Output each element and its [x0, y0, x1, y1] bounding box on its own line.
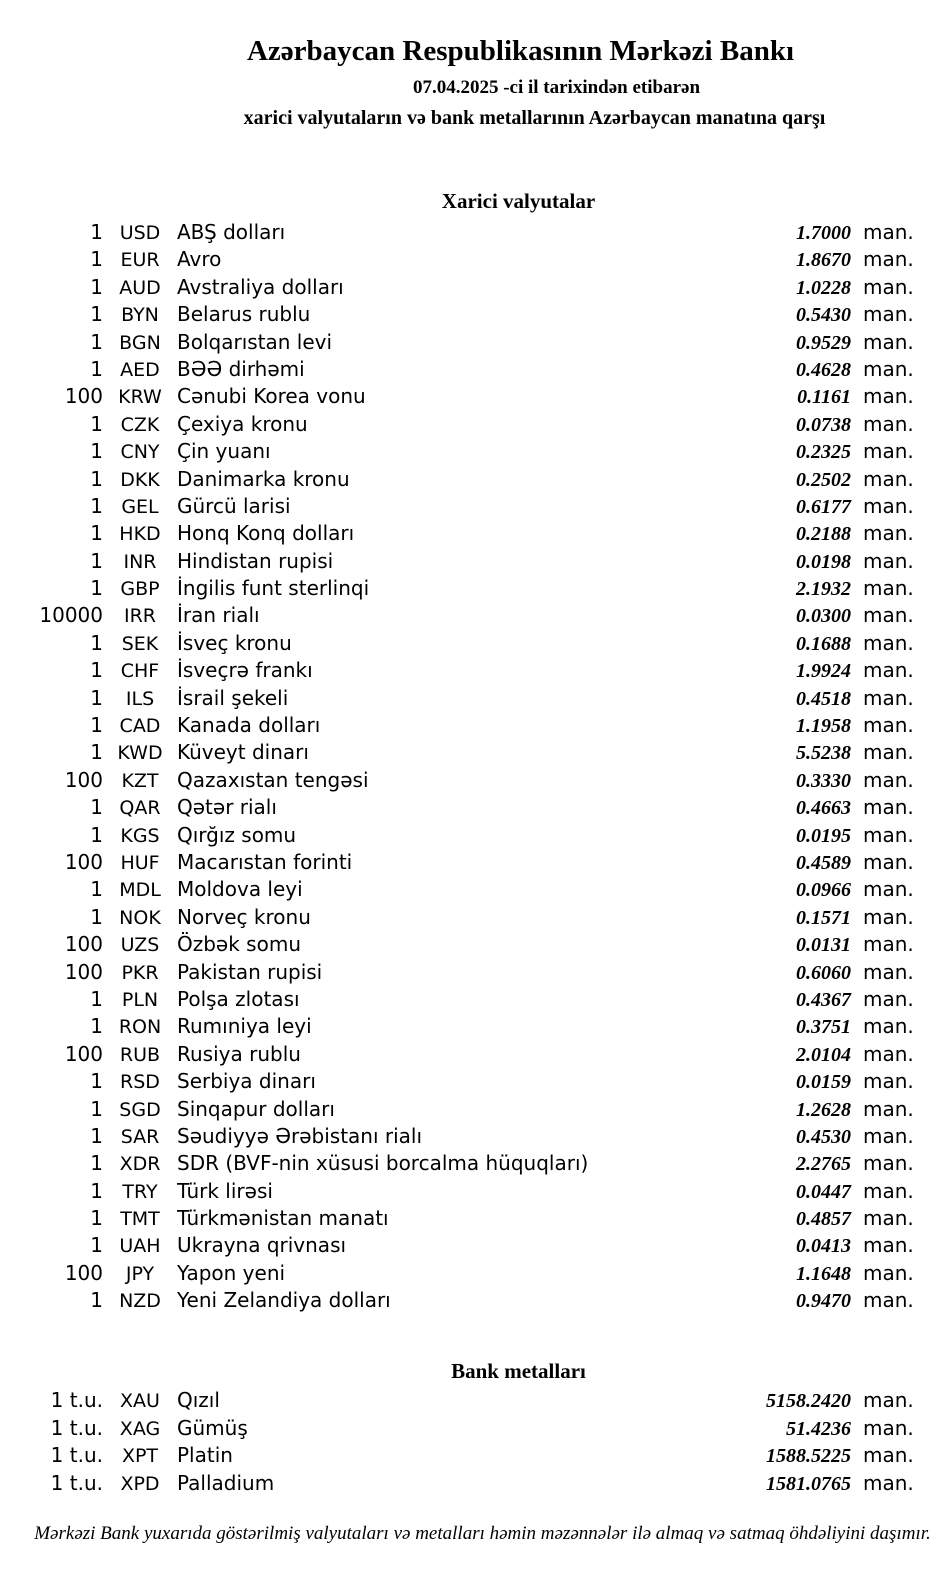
row-quantity: 1	[90, 1096, 103, 1121]
row-code: GEL	[121, 495, 159, 518]
row-rate: 1588.5225	[766, 1445, 851, 1467]
row-unit: man.	[863, 384, 914, 409]
row-quantity: 1	[90, 713, 103, 738]
row-name: Belarus rublu	[177, 302, 311, 327]
row-rate: 0.3751	[796, 1016, 851, 1039]
currency-rate-table	[0, 219, 945, 1315]
row-rate: 0.0198	[796, 550, 851, 573]
row-unit: man.	[863, 548, 914, 573]
row-rate: 0.4530	[796, 1125, 851, 1148]
row-quantity: 1	[90, 329, 103, 354]
disclaimer-note: Mərkəzi Bank yuxarıda göstərilmiş valyutaları və metalları həmin məzənnələr ilə almaq və satmaq öhdəliyini daşımır.	[34, 1523, 931, 1544]
table-row	[0, 466, 945, 493]
table-row	[0, 548, 945, 575]
row-name: Türkmənistan manatı	[177, 1206, 389, 1231]
row-unit: man.	[863, 302, 914, 327]
row-rate: 0.2502	[796, 468, 851, 491]
table-row	[0, 1178, 945, 1205]
row-unit: man.	[863, 1178, 914, 1203]
row-code: HKD	[119, 523, 161, 546]
row-code: NOK	[119, 906, 161, 929]
row-name: Səudiyyə Ərəbistanı rialı	[177, 1123, 423, 1148]
row-name: Gürcü larisi	[177, 493, 291, 518]
row-unit: man.	[863, 576, 914, 601]
row-code: XAU	[120, 1390, 160, 1412]
row-quantity: 1	[90, 274, 103, 299]
row-quantity: 100	[64, 1260, 103, 1285]
row-code: KGS	[120, 824, 160, 847]
row-name: Hindistan rupisi	[177, 548, 334, 573]
row-quantity: 1	[90, 302, 103, 327]
row-quantity: 1	[90, 1288, 103, 1313]
row-rate: 51.4236	[786, 1417, 851, 1440]
row-name: Moldova leyi	[177, 877, 303, 902]
row-name: Polşa zlotası	[177, 986, 300, 1011]
row-rate: 0.1688	[796, 632, 851, 655]
table-row	[0, 246, 945, 273]
row-code: SEK	[121, 632, 159, 655]
table-row	[0, 1415, 945, 1443]
metals-section-title: Bank metalları	[451, 1359, 586, 1383]
row-quantity: 1	[90, 466, 103, 491]
row-code: RSD	[120, 1071, 160, 1094]
row-code: MDL	[119, 879, 161, 902]
row-quantity: 1	[90, 1178, 103, 1203]
row-quantity: 1 t.u.	[50, 1443, 103, 1467]
row-name: Rusiya rublu	[177, 1041, 301, 1066]
row-code: HUF	[120, 851, 160, 874]
row-unit: man.	[863, 685, 914, 710]
row-code: XPT	[121, 1445, 159, 1467]
row-code: QAR	[119, 797, 161, 820]
row-rate: 0.4367	[796, 988, 851, 1011]
row-unit: man.	[863, 959, 914, 984]
row-name: Avstraliya dolları	[177, 274, 344, 299]
table-row	[0, 1205, 945, 1232]
row-unit: man.	[863, 1388, 914, 1412]
row-rate: 0.0447	[796, 1180, 851, 1203]
row-rate: 0.9529	[796, 331, 851, 354]
row-code: USD	[119, 222, 161, 244]
table-row	[0, 630, 945, 657]
row-name: Palladium	[177, 1470, 275, 1495]
row-quantity: 1	[90, 1151, 103, 1176]
row-unit: man.	[863, 247, 914, 272]
row-unit: man.	[863, 1096, 914, 1121]
row-unit: man.	[863, 1233, 914, 1258]
row-name: Yeni Zelandiya dolları	[177, 1288, 391, 1313]
row-name: Özbək somu	[177, 932, 301, 957]
row-rate: 1.7000	[796, 222, 851, 244]
row-rate: 0.1571	[796, 906, 851, 929]
row-code: KWD	[117, 742, 163, 765]
row-rate: 1.1958	[796, 715, 851, 738]
row-name: Bolqarıstan levi	[177, 329, 333, 354]
row-rate: 1.1648	[796, 1262, 851, 1285]
row-quantity: 1	[90, 904, 103, 929]
row-name: Norveç kronu	[177, 904, 311, 929]
row-code: CNY	[120, 441, 160, 464]
row-name: SDR (BVF-nin xüsusi borcalma hüquqları)	[177, 1151, 589, 1176]
row-rate: 0.5430	[796, 304, 851, 327]
row-code: JPY	[125, 1262, 155, 1285]
table-row	[0, 739, 945, 766]
row-name: Çin yuanı	[177, 439, 271, 464]
row-name: Qızıl	[177, 1388, 220, 1412]
table-row	[0, 1013, 945, 1040]
row-rate: 0.9470	[796, 1290, 851, 1313]
table-row	[0, 1068, 945, 1095]
row-code: AED	[120, 358, 160, 381]
row-rate: 0.0738	[796, 413, 851, 436]
row-unit: man.	[863, 1151, 914, 1176]
row-unit: man.	[863, 713, 914, 738]
table-row	[0, 383, 945, 410]
row-code: XDR	[119, 1153, 161, 1176]
row-quantity: 1	[90, 521, 103, 546]
row-quantity: 1	[90, 1233, 103, 1258]
row-quantity: 1	[90, 411, 103, 436]
row-unit: man.	[863, 904, 914, 929]
row-code: CHF	[120, 660, 160, 683]
row-unit: man.	[863, 521, 914, 546]
row-name: Sinqapur dolları	[177, 1096, 335, 1121]
table-row	[0, 1260, 945, 1287]
row-unit: man.	[863, 493, 914, 518]
table-row	[0, 1387, 945, 1415]
row-code: DKK	[120, 468, 160, 491]
row-name: İsveç kronu	[177, 630, 292, 655]
table-row	[0, 1123, 945, 1150]
row-quantity: 1	[90, 576, 103, 601]
row-code: RON	[118, 1016, 162, 1039]
row-rate: 1.9924	[796, 660, 851, 683]
row-quantity: 1	[90, 1069, 103, 1094]
row-unit: man.	[863, 466, 914, 491]
row-rate: 0.3330	[796, 769, 851, 792]
row-rate: 0.4857	[796, 1208, 851, 1231]
table-row	[0, 575, 945, 602]
row-name: İsveçrə frankı	[177, 658, 313, 683]
row-name: Türk lirəsi	[177, 1178, 273, 1203]
row-name: İngilis funt sterlinqi	[177, 576, 370, 601]
table-row	[0, 301, 945, 328]
row-rate: 0.4518	[796, 687, 851, 710]
row-unit: man.	[863, 822, 914, 847]
row-code: TRY	[122, 1180, 158, 1203]
table-row	[0, 1287, 945, 1314]
row-rate: 0.2188	[796, 523, 851, 546]
row-quantity: 100	[64, 384, 103, 409]
row-code: SAR	[120, 1125, 160, 1148]
row-unit: man.	[863, 411, 914, 436]
row-quantity: 1	[90, 439, 103, 464]
row-unit: man.	[863, 1470, 914, 1495]
page-title: Azərbaycan Respublikasının Mərkəzi Bankı	[246, 35, 795, 67]
row-quantity: 1 t.u.	[50, 1388, 103, 1412]
table-row	[0, 219, 945, 246]
metal-rate-table	[0, 1387, 945, 1497]
row-unit: man.	[863, 220, 914, 244]
row-name: BƏƏ dirhəmi	[177, 356, 305, 381]
table-row	[0, 356, 945, 383]
row-unit: man.	[863, 356, 914, 381]
row-unit: man.	[863, 1069, 914, 1094]
row-code: KRW	[118, 386, 162, 409]
table-row	[0, 1041, 945, 1068]
row-rate: 0.6060	[796, 961, 851, 984]
table-row	[0, 657, 945, 684]
row-code: GBP	[120, 578, 160, 601]
row-name: Danimarka kronu	[177, 466, 350, 491]
table-row	[0, 329, 945, 356]
table-row	[0, 794, 945, 821]
row-quantity: 1	[90, 220, 103, 244]
row-quantity: 1	[90, 1206, 103, 1231]
row-rate: 0.4589	[796, 851, 851, 874]
row-rate: 0.2325	[796, 441, 851, 464]
row-quantity: 1 t.u.	[50, 1415, 103, 1440]
row-unit: man.	[863, 630, 914, 655]
row-code: ILS	[125, 687, 155, 710]
table-row	[0, 520, 945, 547]
table-row	[0, 438, 945, 465]
table-row	[0, 986, 945, 1013]
row-rate: 1.8670	[796, 249, 851, 272]
row-name: Serbiya dinarı	[177, 1069, 316, 1094]
row-rate: 0.0300	[796, 605, 851, 628]
row-code: INR	[123, 550, 157, 573]
row-unit: man.	[863, 795, 914, 820]
row-quantity: 1	[90, 356, 103, 381]
row-rate: 0.0195	[796, 824, 851, 847]
row-quantity: 100	[64, 1041, 103, 1066]
row-name: Macarıstan forinti	[177, 849, 353, 874]
row-unit: man.	[863, 986, 914, 1011]
row-quantity: 100	[64, 849, 103, 874]
row-name: Platin	[177, 1443, 233, 1467]
row-unit: man.	[863, 1014, 914, 1039]
row-code: SGD	[119, 1098, 161, 1121]
row-code: UAH	[119, 1235, 161, 1258]
table-row	[0, 931, 945, 958]
row-rate: 0.6177	[796, 495, 851, 518]
row-name: Küveyt dinarı	[177, 740, 309, 765]
row-code: EUR	[120, 249, 160, 272]
row-quantity: 1 t.u.	[50, 1470, 103, 1495]
table-row	[0, 685, 945, 712]
row-rate: 1.0228	[796, 276, 851, 299]
row-rate: 2.2765	[796, 1153, 851, 1176]
row-unit: man.	[863, 767, 914, 792]
table-row	[0, 959, 945, 986]
table-row	[0, 1096, 945, 1123]
row-code: CAD	[119, 715, 161, 738]
row-code: RUB	[119, 1043, 161, 1066]
row-unit: man.	[863, 1206, 914, 1231]
row-quantity: 1	[90, 740, 103, 765]
row-name: ABŞ dolları	[177, 220, 286, 244]
row-name: Qırğız somu	[177, 822, 297, 847]
row-quantity: 1	[90, 1014, 103, 1039]
row-rate: 0.0413	[796, 1235, 851, 1258]
row-quantity: 1	[90, 630, 103, 655]
row-unit: man.	[863, 1260, 914, 1285]
row-name: Ukrayna qrivnası	[177, 1233, 347, 1258]
row-unit: man.	[863, 1443, 914, 1467]
row-rate: 5158.2420	[766, 1390, 851, 1412]
row-quantity: 100	[64, 767, 103, 792]
row-rate: 1581.0765	[766, 1472, 851, 1495]
row-unit: man.	[863, 1123, 914, 1148]
table-row	[0, 712, 945, 739]
table-row	[0, 876, 945, 903]
row-unit: man.	[863, 274, 914, 299]
row-rate: 0.0159	[796, 1071, 851, 1094]
row-rate: 0.4628	[796, 358, 851, 381]
row-name: Qazaxıstan tengəsi	[177, 767, 369, 792]
row-unit: man.	[863, 1041, 914, 1066]
row-unit: man.	[863, 877, 914, 902]
row-quantity: 1	[90, 986, 103, 1011]
currencies-section-title: Xarici valyutalar	[441, 189, 596, 213]
row-rate: 0.0131	[796, 934, 851, 957]
row-quantity: 1	[90, 1123, 103, 1148]
row-unit: man.	[863, 1415, 914, 1440]
table-row	[0, 904, 945, 931]
table-row	[0, 767, 945, 794]
row-unit: man.	[863, 849, 914, 874]
row-name: Gümüş	[177, 1415, 248, 1440]
row-code: XPD	[120, 1472, 160, 1495]
description-line: xarici valyutaların və bank metallarının Azərbaycan manatına qarşı	[243, 107, 826, 129]
row-code: PLN	[121, 988, 159, 1011]
table-row	[0, 274, 945, 301]
row-name: Qətər rialı	[177, 795, 277, 820]
table-row	[0, 849, 945, 876]
row-quantity: 10000	[39, 603, 103, 628]
row-quantity: 1	[90, 877, 103, 902]
row-unit: man.	[863, 439, 914, 464]
row-quantity: 1	[90, 548, 103, 573]
row-name: Honq Konq dolları	[177, 521, 355, 546]
row-quantity: 100	[64, 932, 103, 957]
row-code: NZD	[119, 1290, 161, 1313]
row-code: KZT	[121, 769, 159, 792]
row-code: PKR	[121, 961, 159, 984]
row-code: CZK	[120, 413, 160, 436]
table-row	[0, 1150, 945, 1177]
row-name: Rumıniya leyi	[177, 1014, 312, 1039]
row-quantity: 1	[90, 658, 103, 683]
effective-date-line: 07.04.2025 -ci il tarixindən etibarən	[412, 77, 701, 98]
table-row	[0, 822, 945, 849]
table-row	[0, 493, 945, 520]
row-code: BYN	[121, 304, 159, 327]
row-quantity: 1	[90, 822, 103, 847]
row-unit: man.	[863, 658, 914, 683]
row-quantity: 1	[90, 493, 103, 518]
row-code: IRR	[123, 605, 156, 628]
row-name: Avro	[177, 247, 222, 272]
row-quantity: 100	[64, 959, 103, 984]
row-rate: 5.5238	[796, 742, 851, 765]
row-unit: man.	[863, 740, 914, 765]
row-rate: 0.0966	[796, 879, 851, 902]
row-quantity: 1	[90, 795, 103, 820]
row-unit: man.	[863, 1288, 914, 1313]
row-unit: man.	[863, 329, 914, 354]
row-code: BGN	[119, 331, 161, 354]
row-name: Çexiya kronu	[177, 411, 308, 436]
row-unit: man.	[863, 932, 914, 957]
row-unit: man.	[863, 603, 914, 628]
row-quantity: 1	[90, 247, 103, 272]
row-name: Pakistan rupisi	[177, 959, 323, 984]
row-code: UZS	[120, 934, 160, 957]
row-rate: 2.0104	[796, 1043, 851, 1066]
table-row	[0, 1442, 945, 1470]
table-row	[0, 602, 945, 629]
table-row	[0, 411, 945, 438]
row-rate: 1.2628	[796, 1098, 851, 1121]
row-name: Yapon yeni	[177, 1260, 286, 1285]
row-name: Kanada dolları	[177, 713, 321, 738]
table-row	[0, 1232, 945, 1259]
row-code: XAG	[119, 1417, 161, 1440]
row-name: İsrail şekeli	[177, 685, 289, 710]
row-code: TMT	[120, 1208, 160, 1231]
table-row	[0, 1470, 945, 1498]
row-rate: 0.1161	[797, 386, 851, 409]
row-code: AUD	[119, 276, 161, 299]
row-rate: 2.1932	[796, 578, 851, 601]
row-name: Cənubi Korea vonu	[177, 384, 366, 409]
row-name: İran rialı	[177, 603, 260, 628]
row-rate: 0.4663	[796, 797, 851, 820]
row-quantity: 1	[90, 685, 103, 710]
